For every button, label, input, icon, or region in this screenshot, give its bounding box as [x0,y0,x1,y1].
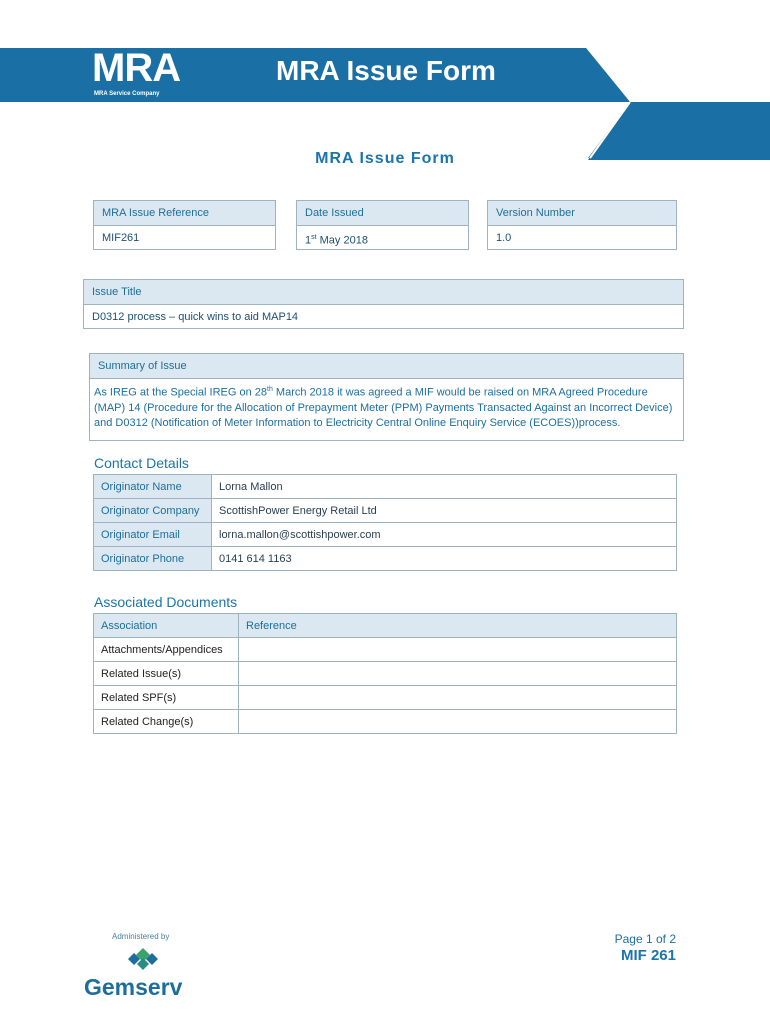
document-reference [239,638,677,662]
date-issued-value [297,226,468,250]
contact-label: Originator Name [94,475,212,499]
mra-logo-subtitle: MRA Service Company [94,91,160,97]
reference-box [93,200,276,250]
contact-heading: Contact Details [94,455,189,471]
date-suffix: st [311,234,317,241]
summary-text-part2: March 2018 it was agreed a MIF would be raised on MRA Agreed Procedure (MAP) 14 (Procedure for the Allocation of Prepayment Meter (PPM) Payments Transacted Against an Incorrect Device) and D0312 (Notification of Meter Information to Electricity Central Online Enquiry Service (ECOES))process. [94,386,673,429]
table-row [94,547,677,571]
table-row [94,638,677,662]
issue-title-label: Issue Title [84,280,683,305]
form-title: MRA Issue Form [315,150,455,167]
table-row [94,686,677,710]
issue-title-box [83,279,684,329]
date-issued-label: Date Issued [297,201,468,226]
mra-logo: MRA [92,46,181,90]
contact-label: Originator Phone [94,547,212,571]
date-rest: May 2018 [316,234,368,247]
document-reference [239,662,677,686]
document-label: Related SPF(s) [94,686,239,710]
date-issued-box [296,200,469,250]
document-label: Related Issue(s) [94,662,239,686]
date-day: 1 [305,234,312,247]
column-header-reference: Reference [239,614,677,638]
table-header-row [94,614,677,638]
contact-value: ScottishPower Energy Retail Ltd [212,499,677,523]
page-number: Page 1 of 2 [614,932,676,946]
document-label: Attachments/Appendices [94,638,239,662]
banner-title: MRA Issue Form [276,55,496,86]
version-box [487,200,677,250]
reference-value: MIF261 [102,232,140,244]
contact-value: Lorna Mallon [212,475,677,499]
contact-value: lorna.mallon@scottishpower.com [212,523,677,547]
documents-heading: Associated Documents [94,594,238,610]
contact-value: 0141 614 1163 [212,547,677,571]
gemserv-logo-text: Gemserv [84,974,183,1000]
documents-table [93,613,677,734]
reference-label: MRA Issue Reference [94,201,275,226]
table-row [94,523,677,547]
issue-title-value: D0312 process – quick wins to aid MAP14 [92,311,299,323]
mif-number: MIF 261 [620,947,676,964]
table-row [94,662,677,686]
summary-text-sup: th [267,386,273,393]
summary-text [90,379,683,434]
contact-table [93,474,677,571]
document-reference [239,710,677,734]
table-row [94,710,677,734]
document-reference [239,686,677,710]
column-header-association: Association [94,614,239,638]
contact-label: Originator Company [94,499,212,523]
summary-text-part1: As IREG at the Special IREG on 28 [94,386,268,399]
summary-label: Summary of Issue [90,354,683,379]
administered-by: Administered by [112,932,170,941]
table-row [94,499,677,523]
document-label: Related Change(s) [94,710,239,734]
version-label: Version Number [488,201,676,226]
version-value: 1.0 [496,232,512,244]
contact-label: Originator Email [94,523,212,547]
summary-box [89,353,684,441]
table-row [94,475,677,499]
gemserv-logo-icon [128,948,158,970]
